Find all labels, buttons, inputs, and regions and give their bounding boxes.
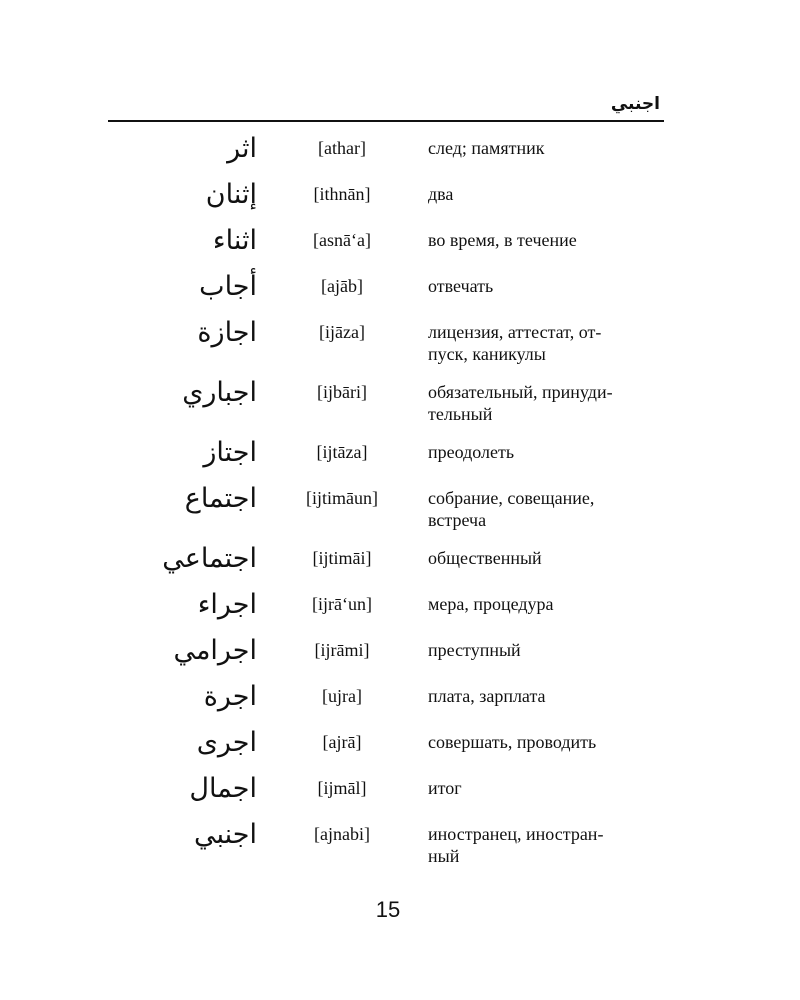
dictionary-entry (0, 766, 800, 812)
russian-meaning (428, 229, 668, 251)
transliteration: [ajnabi] (314, 824, 370, 844)
dictionary-entry (0, 264, 800, 310)
dictionary-entry (0, 476, 800, 536)
arabic-word: اجتماع (184, 483, 257, 514)
meaning-line: плата, зарплата (428, 686, 546, 706)
arabic-word: اجنبي (194, 819, 257, 850)
meaning-line: след; памятник (428, 138, 545, 158)
dictionary-entry (0, 674, 800, 720)
transliteration: [ijāza] (319, 322, 365, 342)
dictionary-entry (0, 370, 800, 430)
dictionary-entry (0, 812, 800, 872)
meaning-line: тельный (428, 404, 493, 424)
dictionary-entry (0, 536, 800, 582)
russian-meaning (428, 639, 668, 661)
transliteration: [ijtimāun] (306, 488, 378, 508)
dictionary-entry (0, 430, 800, 476)
russian-meaning (428, 137, 668, 159)
russian-meaning (428, 487, 668, 531)
running-header-word: اجنبي (610, 94, 660, 114)
arabic-word: اجرامي (173, 635, 257, 666)
transliteration: [ijrā‘un] (312, 594, 372, 614)
meaning-line: ный (428, 846, 460, 866)
arabic-word: إثنان (205, 179, 257, 210)
meaning-line: пуск, каникулы (428, 344, 546, 364)
transliteration: [ujra] (322, 686, 362, 706)
arabic-word: اثناء (212, 225, 257, 256)
russian-meaning (428, 777, 668, 799)
meaning-line: встреча (428, 510, 487, 530)
transliteration: [ijbāri] (317, 382, 367, 402)
russian-meaning (428, 547, 668, 569)
transliteration: [athar] (318, 138, 366, 158)
russian-meaning (428, 321, 668, 365)
dictionary-entries (0, 126, 800, 872)
transliteration: [ijtāza] (316, 442, 368, 462)
meaning-line: преодолеть (428, 442, 515, 462)
header-divider (108, 120, 664, 122)
transliteration: [ijtimāi] (312, 548, 372, 568)
arabic-word: اجازة (197, 317, 257, 348)
dictionary-entry (0, 310, 800, 370)
dictionary-entry (0, 172, 800, 218)
russian-meaning (428, 441, 668, 463)
arabic-word: اجباري (182, 377, 257, 408)
russian-meaning (428, 685, 668, 707)
dictionary-entry (0, 126, 800, 172)
arabic-word: اثر (227, 133, 257, 164)
meaning-line: преступный (428, 640, 521, 660)
meaning-line: совершать, проводить (428, 732, 597, 752)
arabic-word: اجرى (196, 727, 257, 758)
meaning-line: обязательный, принуди- (428, 382, 613, 402)
transliteration: [ijrāmi] (314, 640, 370, 660)
arabic-word: اجرة (203, 681, 257, 712)
meaning-line: во время, в течение (428, 230, 577, 250)
transliteration: [ajāb] (321, 276, 363, 296)
transliteration: [ithnān] (313, 184, 371, 204)
transliteration: [ijmāl] (317, 778, 367, 798)
russian-meaning (428, 731, 668, 753)
russian-meaning (428, 275, 668, 297)
transliteration: [asnā‘a] (313, 230, 371, 250)
meaning-line: мера, процедура (428, 594, 554, 614)
meaning-line: собрание, совещание, (428, 488, 595, 508)
page-number: 15 (375, 897, 401, 922)
arabic-word: اجراء (197, 589, 257, 620)
russian-meaning (428, 593, 668, 615)
meaning-line: два (428, 184, 454, 204)
dictionary-entry (0, 720, 800, 766)
russian-meaning (428, 823, 668, 867)
meaning-line: лицензия, аттестат, от- (428, 322, 602, 342)
dictionary-entry (0, 582, 800, 628)
dictionary-entry (0, 628, 800, 674)
meaning-line: итог (428, 778, 462, 798)
dictionary-entry (0, 218, 800, 264)
russian-meaning (428, 381, 668, 425)
russian-meaning (428, 183, 668, 205)
arabic-word: اجتاز (203, 437, 257, 468)
arabic-word: اجتماعي (162, 543, 257, 574)
meaning-line: общественный (428, 548, 542, 568)
transliteration: [ajrā] (322, 732, 362, 752)
meaning-line: отвечать (428, 276, 494, 296)
meaning-line: иностранец, иностран- (428, 824, 604, 844)
arabic-word: اجمال (189, 773, 257, 804)
arabic-word: أجاب (199, 271, 257, 302)
